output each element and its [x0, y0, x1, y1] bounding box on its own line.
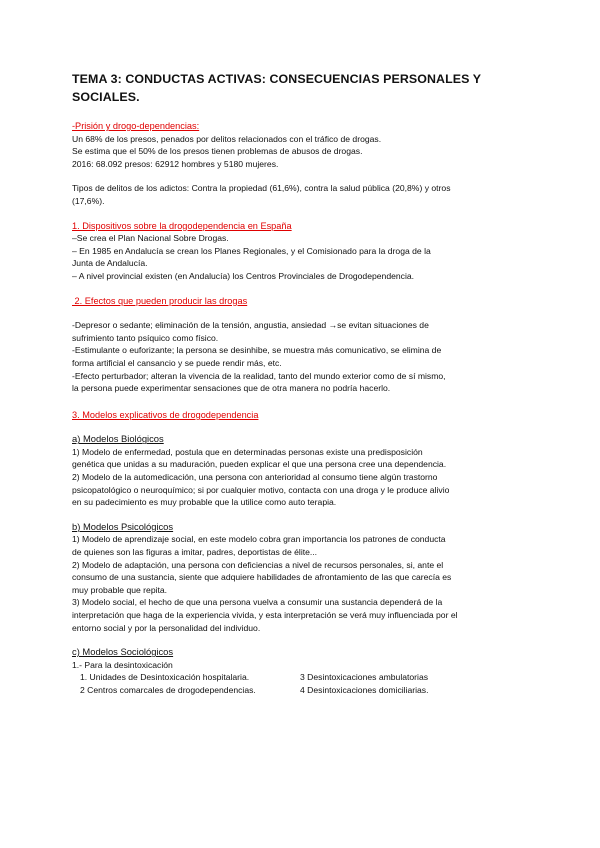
crime-types-line: (17,6%). [72, 195, 105, 206]
detox-row [72, 684, 542, 697]
detox-row [72, 671, 542, 684]
psychological-model-line: 2) Modelo de adaptación, una persona con deficiencias a nivel de recursos personales, si, ante el [72, 559, 444, 570]
section-1-line: Junta de Andalucía. [72, 258, 148, 269]
section-2-line: forma artificial el cansancio y se puede rendir más, etc. [72, 357, 282, 368]
section-3-heading: 3. Modelos explicativos de drogodependencia [72, 409, 259, 420]
psychological-model-line: 1) Modelo de aprendizaje social, en este modelo cobra gran importancia los patrones de conducta [72, 534, 446, 545]
prison-line: Se estima que el 50% de los presos tienen problemas de abusos de drogas. [72, 146, 363, 157]
psychological-model-line: entorno social y por la personalidad del individuo. [72, 622, 261, 633]
biological-model-line: genética que unidas a su maduración, pueden explicar el que una persona cree una dependencia. [72, 459, 447, 470]
biological-model-line: 2) Modelo de la automedicación, una persona con anterioridad al consumo tiene algún trastorno [72, 472, 438, 483]
sociological-models-heading: c) Modelos Sociológicos [72, 646, 174, 658]
psychological-model-line: consumo de una sustancia, siente que adquiere habilidades de afrontamiento de las que carecía es [72, 572, 452, 583]
section-2-heading: 2. Efectos que pueden producir las drogas [72, 295, 248, 306]
biological-model-line: en su padecimiento es muy probable que la utilice como auto terapia. [72, 497, 337, 508]
crime-types-line: Tipos de delitos de los adictos: Contra la propiedad (61,6%), contra la salud pública (20,8%) y otros [72, 183, 451, 194]
section-1-line: – En 1985 en Andalucía se crean los Planes Regionales, y el Comisionado para la droga de la [72, 245, 431, 256]
biological-models-heading: a) Modelos Biológicos [72, 433, 164, 445]
psychological-models-heading: b) Modelos Psicológicos [72, 520, 174, 532]
prison-heading: -Prisión y drogo-dependencias: [72, 121, 200, 131]
detox-item: 4 Desintoxicaciones domiciliarias. [300, 684, 429, 695]
detox-item: 3 Desintoxicaciones ambulatorias [300, 672, 429, 683]
detox-item: 2 Centros comarcales de drogodependencias. [80, 684, 256, 695]
document-title-line-1: TEMA 3: CONDUCTAS ACTIVAS: CONSECUENCIAS PERSONALES Y [72, 72, 482, 86]
section-1-line: –Se crea el Plan Nacional Sobre Drogas. [72, 233, 229, 244]
prison-line: Un 68% de los presos, penados por delitos relacionados con el tráfico de drogas. [72, 133, 382, 144]
document-page [72, 70, 542, 697]
section-2-line: -Depresor o sedante; eliminación de la tensión, angustia, ansiedad →se evitan situaciones de [72, 320, 429, 331]
prison-line: 2016: 68.092 presos: 62912 hombres y 5180 mujeres. [72, 158, 279, 169]
section-1-heading: 1. Dispositivos sobre la drogodependencia en España [72, 220, 292, 231]
detox-subheading: 1.- Para la desintoxicación [72, 659, 173, 670]
section-2-line: -Estimulante o euforizante; la persona se desinhibe, se muestra más comunicativo, se elimina de [72, 345, 442, 356]
section-2-line: sufrimiento tanto psíquico como físico. [72, 332, 219, 343]
section-2-line: -Efecto perturbador; alteran la vivencia de la realidad, tanto del mundo exterior como de sí mismo, [72, 370, 446, 381]
psychological-model-line: 3) Modelo social, el hecho de que una persona vuelva a consumir una sustancia dependerá de la [72, 597, 443, 608]
detox-item: 1. Unidades de Desintoxicación hospitalaria. [80, 672, 250, 683]
psychological-model-line: de quienes son las figuras a imitar, padres, deportistas de élite... [72, 547, 318, 558]
psychological-model-line: interpretación que haga de la experiencia vivida, y esta interpretación se verá muy influenciada por el [72, 610, 458, 620]
section-1-line: – A nivel provincial existen (en Andalucía) los Centros Provinciales de Drogodependencia. [72, 270, 415, 281]
psychological-model-line: muy probable que repita. [72, 584, 168, 595]
document-title-line-2: SOCIALES. [72, 90, 140, 104]
biological-model-line: psicopatológico o neuroquímico; si por cualquier motivo, contacta con una droga y le produce alivio [72, 484, 450, 495]
biological-model-line: 1) Modelo de enfermedad, postula que en determinadas personas existe una predisposición [72, 446, 423, 457]
section-2-line: la persona puede experimentar sensaciones que de otra manera no podría hacerlo. [72, 383, 391, 394]
